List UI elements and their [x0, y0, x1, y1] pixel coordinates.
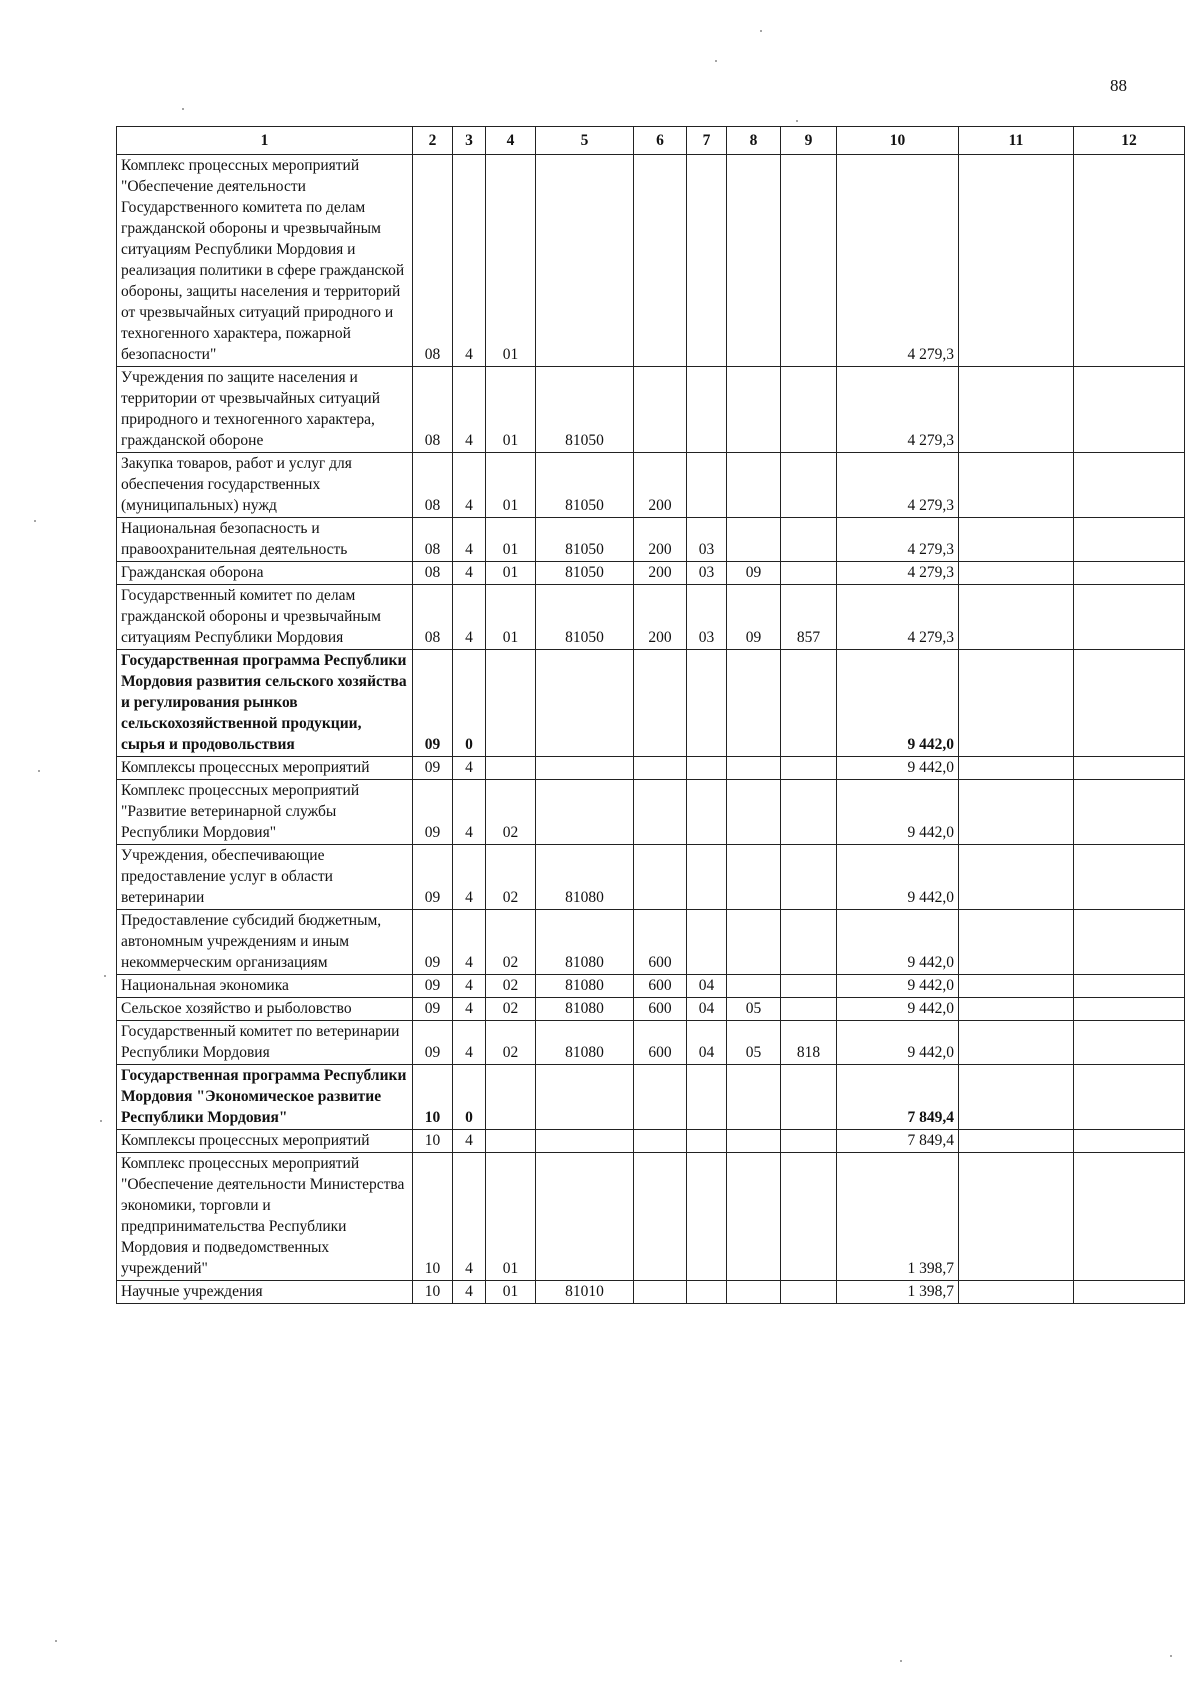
column-7-cell [687, 910, 727, 975]
column-7-cell: 04 [687, 1021, 727, 1065]
column-7-cell [687, 1153, 727, 1281]
column-9-cell [781, 518, 837, 562]
scan-speck [715, 60, 717, 62]
column-header: 6 [634, 127, 687, 155]
table-row [117, 780, 1185, 845]
table-row [117, 453, 1185, 518]
column-7-cell [687, 845, 727, 910]
row-name-cell: Государственная программа Республики Мордовия "Экономическое развитие Республики Мордовия" [117, 1065, 413, 1130]
column-6-cell: 200 [634, 518, 687, 562]
column-12-cell [1074, 757, 1185, 780]
column-7-cell [687, 1065, 727, 1130]
row-name-cell: Закупка товаров, работ и услуг для обеспечения государственных (муниципальных) нужд [117, 453, 413, 518]
column-8-cell [727, 155, 781, 367]
column-header: 4 [486, 127, 536, 155]
column-7-cell [687, 780, 727, 845]
column-3-cell: 4 [453, 975, 486, 998]
column-10-cell: 9 442,0 [837, 780, 959, 845]
column-10-cell: 9 442,0 [837, 1021, 959, 1065]
column-9-cell: 857 [781, 585, 837, 650]
column-12-cell [1074, 518, 1185, 562]
row-name-cell: Научные учреждения [117, 1281, 413, 1304]
column-11-cell [959, 1065, 1074, 1130]
column-12-cell [1074, 780, 1185, 845]
column-4-cell: 01 [486, 155, 536, 367]
column-3-cell: 4 [453, 910, 486, 975]
column-7-cell [687, 453, 727, 518]
column-9-cell: 818 [781, 1021, 837, 1065]
column-4-cell: 01 [486, 562, 536, 585]
column-6-cell: 600 [634, 975, 687, 998]
column-11-cell [959, 1130, 1074, 1153]
scan-speck [760, 30, 762, 32]
column-5-cell: 81080 [536, 845, 634, 910]
column-10-cell: 9 442,0 [837, 975, 959, 998]
column-5-cell: 81080 [536, 1021, 634, 1065]
row-name-cell: Учреждения, обеспечивающие предоставление услуг в области ветеринарии [117, 845, 413, 910]
column-4-cell: 02 [486, 998, 536, 1021]
table-row [117, 1021, 1185, 1065]
column-6-cell [634, 650, 687, 757]
column-11-cell [959, 650, 1074, 757]
column-header: 8 [727, 127, 781, 155]
column-5-cell [536, 1065, 634, 1130]
column-4-cell: 02 [486, 1021, 536, 1065]
column-3-cell: 4 [453, 1130, 486, 1153]
column-10-cell: 9 442,0 [837, 998, 959, 1021]
column-5-cell: 81050 [536, 367, 634, 453]
column-2-cell: 09 [413, 845, 453, 910]
scan-speck [34, 520, 36, 522]
column-3-cell: 4 [453, 1021, 486, 1065]
table-row [117, 1130, 1185, 1153]
column-4-cell: 02 [486, 780, 536, 845]
column-2-cell: 08 [413, 367, 453, 453]
column-5-cell: 81080 [536, 998, 634, 1021]
column-5-cell [536, 1153, 634, 1281]
column-6-cell [634, 367, 687, 453]
column-9-cell [781, 1281, 837, 1304]
row-name-cell: Государственный комитет по делам гражданской обороны и чрезвычайным ситуациям Республики Мордовия [117, 585, 413, 650]
column-2-cell: 08 [413, 518, 453, 562]
column-2-cell: 10 [413, 1065, 453, 1130]
column-4-cell: 02 [486, 845, 536, 910]
column-8-cell [727, 1130, 781, 1153]
column-11-cell [959, 910, 1074, 975]
column-7-cell: 03 [687, 518, 727, 562]
column-11-cell [959, 845, 1074, 910]
column-3-cell: 4 [453, 453, 486, 518]
column-9-cell [781, 1153, 837, 1281]
column-8-cell [727, 650, 781, 757]
column-9-cell [781, 780, 837, 845]
column-6-cell [634, 155, 687, 367]
column-2-cell: 09 [413, 910, 453, 975]
table-row [117, 975, 1185, 998]
column-4-cell: 01 [486, 585, 536, 650]
column-2-cell: 09 [413, 757, 453, 780]
table-row [117, 367, 1185, 453]
column-6-cell: 600 [634, 998, 687, 1021]
column-9-cell [781, 910, 837, 975]
column-12-cell [1074, 453, 1185, 518]
column-8-cell [727, 453, 781, 518]
column-7-cell: 03 [687, 562, 727, 585]
column-2-cell: 08 [413, 155, 453, 367]
column-7-cell [687, 367, 727, 453]
column-4-cell: 02 [486, 975, 536, 998]
column-header: 1 [117, 127, 413, 155]
column-10-cell: 9 442,0 [837, 910, 959, 975]
column-8-cell: 05 [727, 998, 781, 1021]
column-8-cell [727, 910, 781, 975]
header-row [117, 127, 1185, 155]
column-3-cell: 4 [453, 998, 486, 1021]
table-row [117, 518, 1185, 562]
row-name-cell: Государственная программа Республики Мордовия развития сельского хозяйства и регулирования рынков сельскохозяйственной продукции, сырья и продовольствия [117, 650, 413, 757]
budget-table [116, 126, 1185, 1304]
table-row [117, 757, 1185, 780]
column-2-cell: 09 [413, 998, 453, 1021]
column-9-cell [781, 562, 837, 585]
column-header: 9 [781, 127, 837, 155]
column-8-cell [727, 975, 781, 998]
scan-speck [55, 1640, 57, 1642]
column-5-cell [536, 1130, 634, 1153]
column-6-cell [634, 1153, 687, 1281]
column-2-cell: 10 [413, 1281, 453, 1304]
column-10-cell: 9 442,0 [837, 845, 959, 910]
column-12-cell [1074, 1153, 1185, 1281]
row-name-cell: Комплексы процессных мероприятий [117, 757, 413, 780]
column-9-cell [781, 1065, 837, 1130]
table-row [117, 910, 1185, 975]
column-9-cell [781, 650, 837, 757]
column-header: 2 [413, 127, 453, 155]
column-8-cell [727, 367, 781, 453]
column-11-cell [959, 998, 1074, 1021]
column-4-cell: 01 [486, 1281, 536, 1304]
column-3-cell: 4 [453, 155, 486, 367]
column-12-cell [1074, 845, 1185, 910]
column-9-cell [781, 1130, 837, 1153]
column-3-cell: 4 [453, 367, 486, 453]
column-11-cell [959, 757, 1074, 780]
column-9-cell [781, 367, 837, 453]
column-8-cell [727, 1153, 781, 1281]
column-7-cell [687, 650, 727, 757]
column-8-cell [727, 518, 781, 562]
column-3-cell: 4 [453, 585, 486, 650]
scan-speck [796, 120, 798, 122]
column-10-cell: 7 849,4 [837, 1130, 959, 1153]
column-5-cell: 81080 [536, 910, 634, 975]
scan-speck [900, 1660, 902, 1662]
column-8-cell: 05 [727, 1021, 781, 1065]
column-11-cell [959, 975, 1074, 998]
column-6-cell [634, 845, 687, 910]
column-header: 11 [959, 127, 1074, 155]
column-header: 5 [536, 127, 634, 155]
column-6-cell: 200 [634, 453, 687, 518]
column-5-cell: 81050 [536, 585, 634, 650]
column-11-cell [959, 453, 1074, 518]
column-6-cell: 600 [634, 910, 687, 975]
column-12-cell [1074, 975, 1185, 998]
column-10-cell: 9 442,0 [837, 757, 959, 780]
column-4-cell [486, 1065, 536, 1130]
column-6-cell [634, 1281, 687, 1304]
column-7-cell: 03 [687, 585, 727, 650]
column-6-cell [634, 780, 687, 845]
column-9-cell [781, 155, 837, 367]
column-12-cell [1074, 650, 1185, 757]
column-4-cell [486, 650, 536, 757]
column-12-cell [1074, 1021, 1185, 1065]
column-4-cell: 01 [486, 1153, 536, 1281]
column-2-cell: 08 [413, 585, 453, 650]
column-6-cell: 600 [634, 1021, 687, 1065]
column-2-cell: 10 [413, 1130, 453, 1153]
row-name-cell: Комплекс процессных мероприятий "Обеспечение деятельности Министерства экономики, торговли и предпринимательства Республики Мордовия и подведомственных учреждений" [117, 1153, 413, 1281]
column-3-cell: 0 [453, 650, 486, 757]
column-9-cell [781, 998, 837, 1021]
column-10-cell: 4 279,3 [837, 518, 959, 562]
column-6-cell [634, 1065, 687, 1130]
scan-speck [104, 975, 106, 977]
column-9-cell [781, 845, 837, 910]
column-5-cell: 81050 [536, 562, 634, 585]
column-11-cell [959, 562, 1074, 585]
column-12-cell [1074, 910, 1185, 975]
column-12-cell [1074, 1281, 1185, 1304]
column-11-cell [959, 780, 1074, 845]
column-2-cell: 08 [413, 562, 453, 585]
row-name-cell: Комплексы процессных мероприятий [117, 1130, 413, 1153]
column-11-cell [959, 585, 1074, 650]
scan-speck [182, 108, 184, 110]
column-10-cell: 4 279,3 [837, 453, 959, 518]
column-10-cell: 1 398,7 [837, 1153, 959, 1281]
table-row [117, 1281, 1185, 1304]
column-4-cell: 01 [486, 367, 536, 453]
column-8-cell [727, 757, 781, 780]
table-row [117, 155, 1185, 367]
column-4-cell [486, 757, 536, 780]
column-11-cell [959, 155, 1074, 367]
column-9-cell [781, 453, 837, 518]
table-row [117, 998, 1185, 1021]
column-7-cell: 04 [687, 998, 727, 1021]
column-3-cell: 0 [453, 1065, 486, 1130]
row-name-cell: Сельское хозяйство и рыболовство [117, 998, 413, 1021]
row-name-cell: Государственный комитет по ветеринарии Республики Мордовия [117, 1021, 413, 1065]
table-row [117, 845, 1185, 910]
row-name-cell: Национальная экономика [117, 975, 413, 998]
column-10-cell: 9 442,0 [837, 650, 959, 757]
column-7-cell [687, 155, 727, 367]
scan-speck [100, 1120, 102, 1122]
column-6-cell: 200 [634, 562, 687, 585]
column-10-cell: 7 849,4 [837, 1065, 959, 1130]
column-7-cell [687, 757, 727, 780]
column-4-cell: 01 [486, 518, 536, 562]
column-8-cell [727, 780, 781, 845]
column-2-cell: 10 [413, 1153, 453, 1281]
column-5-cell: 81050 [536, 453, 634, 518]
column-5-cell [536, 650, 634, 757]
row-name-cell: Учреждения по защите населения и территории от чрезвычайных ситуаций природного и техногенного характера, гражданской обороне [117, 367, 413, 453]
column-5-cell: 81080 [536, 975, 634, 998]
table-row [117, 1065, 1185, 1130]
table-body [117, 155, 1185, 1304]
column-4-cell [486, 1130, 536, 1153]
column-2-cell: 09 [413, 780, 453, 845]
column-5-cell: 81050 [536, 518, 634, 562]
column-7-cell: 04 [687, 975, 727, 998]
column-2-cell: 09 [413, 650, 453, 757]
column-8-cell: 09 [727, 585, 781, 650]
column-3-cell: 4 [453, 1281, 486, 1304]
column-12-cell [1074, 585, 1185, 650]
column-6-cell [634, 1130, 687, 1153]
column-10-cell: 4 279,3 [837, 155, 959, 367]
column-4-cell: 02 [486, 910, 536, 975]
column-3-cell: 4 [453, 757, 486, 780]
column-11-cell [959, 367, 1074, 453]
column-5-cell: 81010 [536, 1281, 634, 1304]
column-header: 12 [1074, 127, 1185, 155]
column-8-cell [727, 1281, 781, 1304]
column-2-cell: 09 [413, 1021, 453, 1065]
column-10-cell: 1 398,7 [837, 1281, 959, 1304]
column-9-cell [781, 975, 837, 998]
table-row [117, 585, 1185, 650]
column-3-cell: 4 [453, 845, 486, 910]
column-8-cell [727, 1065, 781, 1130]
column-3-cell: 4 [453, 1153, 486, 1281]
table-row [117, 650, 1185, 757]
column-11-cell [959, 1021, 1074, 1065]
column-10-cell: 4 279,3 [837, 585, 959, 650]
row-name-cell: Комплекс процессных мероприятий "Обеспечение деятельности Государственного комитета по делам гражданской обороны и чрезвычайным ситуациям Республики Мордовия и реализация политики в сфере гражданской обороны, защиты населения и территорий от чрезвычайных ситуаций природного и техногенного характера, пожарной безопасности" [117, 155, 413, 367]
column-8-cell: 09 [727, 562, 781, 585]
column-12-cell [1074, 367, 1185, 453]
column-3-cell: 4 [453, 562, 486, 585]
column-12-cell [1074, 1130, 1185, 1153]
column-11-cell [959, 1281, 1074, 1304]
row-name-cell: Предоставление субсидий бюджетным, автономным учреждениям и иным некоммерческим организациям [117, 910, 413, 975]
column-header: 10 [837, 127, 959, 155]
row-name-cell: Гражданская оборона [117, 562, 413, 585]
column-11-cell [959, 518, 1074, 562]
column-11-cell [959, 1153, 1074, 1281]
column-4-cell: 01 [486, 453, 536, 518]
column-12-cell [1074, 998, 1185, 1021]
table-row [117, 1153, 1185, 1281]
column-12-cell [1074, 1065, 1185, 1130]
column-2-cell: 09 [413, 975, 453, 998]
column-header: 7 [687, 127, 727, 155]
column-10-cell: 4 279,3 [837, 367, 959, 453]
scan-speck [1170, 1655, 1172, 1657]
column-3-cell: 4 [453, 518, 486, 562]
column-7-cell [687, 1130, 727, 1153]
scan-speck [38, 770, 40, 772]
column-5-cell [536, 780, 634, 845]
column-9-cell [781, 757, 837, 780]
column-12-cell [1074, 562, 1185, 585]
column-header: 3 [453, 127, 486, 155]
column-7-cell [687, 1281, 727, 1304]
row-name-cell: Комплекс процессных мероприятий "Развитие ветеринарной службы Республики Мордовия" [117, 780, 413, 845]
column-3-cell: 4 [453, 780, 486, 845]
row-name-cell: Национальная безопасность и правоохранительная деятельность [117, 518, 413, 562]
column-12-cell [1074, 155, 1185, 367]
column-2-cell: 08 [413, 453, 453, 518]
column-10-cell: 4 279,3 [837, 562, 959, 585]
column-8-cell [727, 845, 781, 910]
column-5-cell [536, 155, 634, 367]
table-row [117, 562, 1185, 585]
column-6-cell [634, 757, 687, 780]
page-number: 88 [1110, 76, 1127, 95]
column-6-cell: 200 [634, 585, 687, 650]
column-5-cell [536, 757, 634, 780]
